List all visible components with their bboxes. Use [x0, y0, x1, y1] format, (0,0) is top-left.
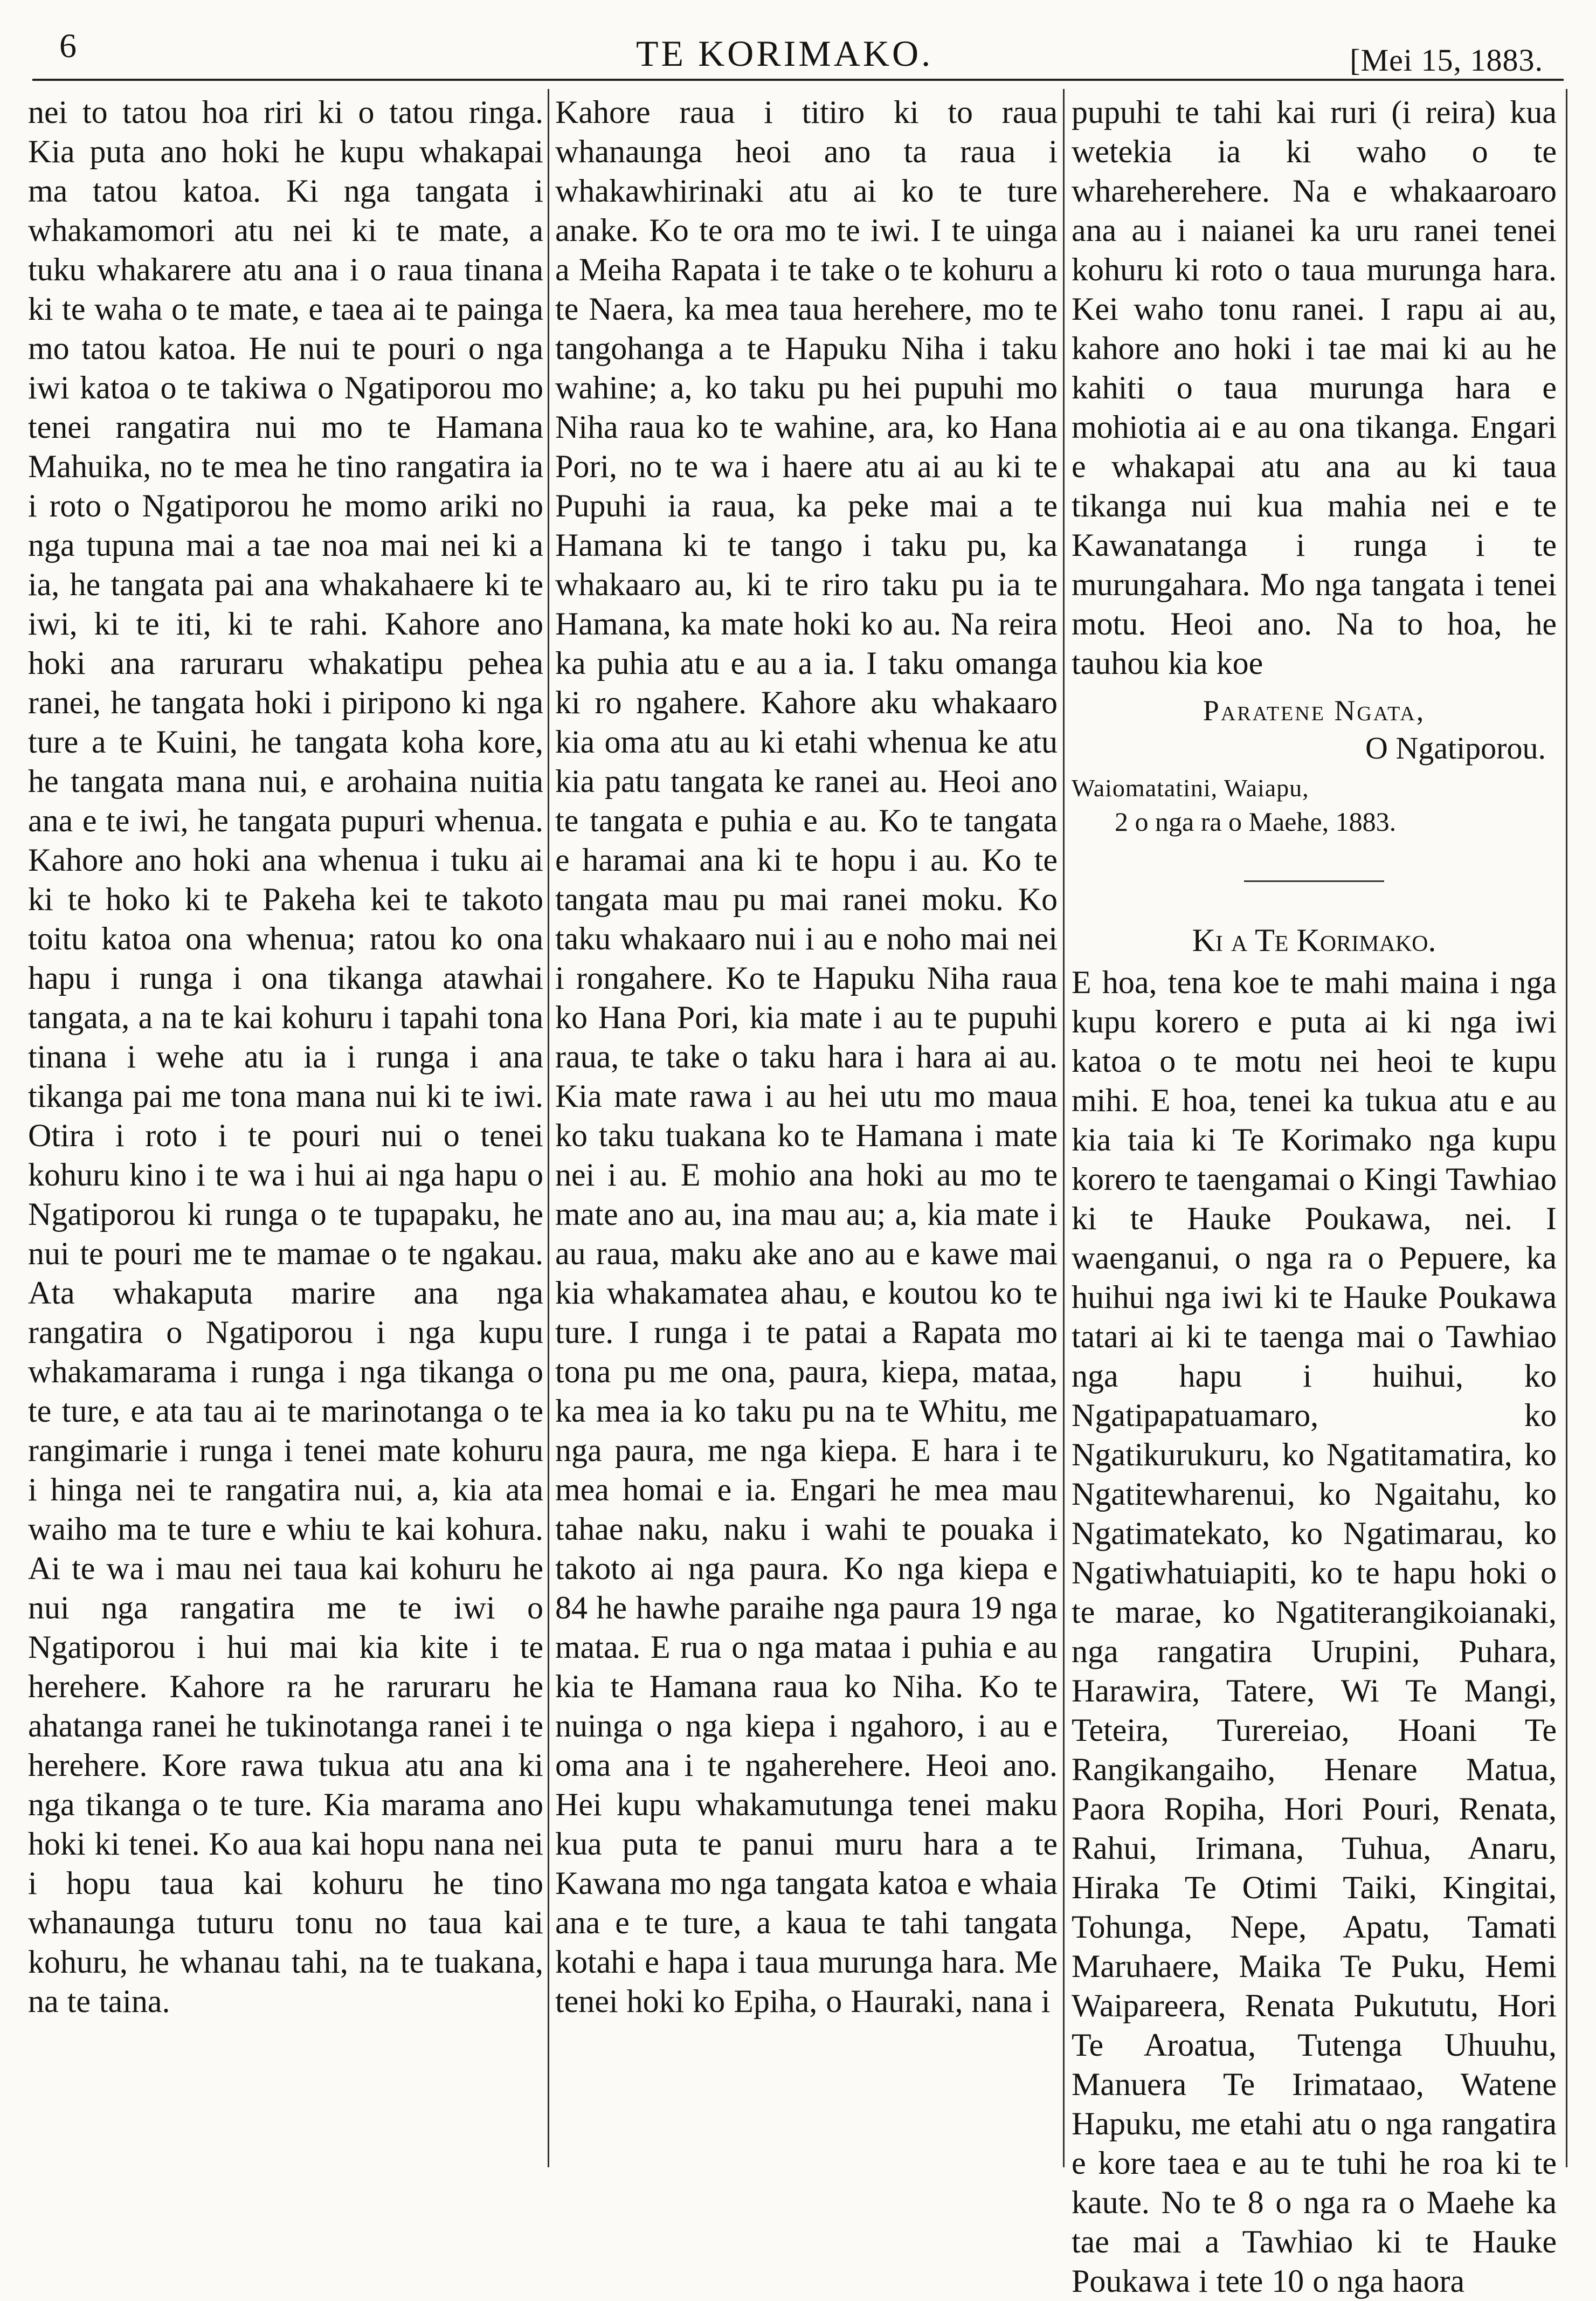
column-2: [555, 93, 1058, 2166]
column-1-text: nei to tatou hoa riri ki o tatou ringa. Kia puta ano hoki he kupu whakapai ma tatou katoa. Ki nga tangata i whakamomori atu nei ki te mate, a tuku whakarere atu ana i o raua tinana ki te waha o te mate, e taea ai te painga mo tatou katoa. He nui te pouri o nga iwi katoa o te takiwa o Ngatiporou mo tenei rangatira nui mo te Hamana Mahuika, no te mea he tino rangatira ia i roto o Ngatiporou he momo ariki no nga tupuna mai a tae noa mai nei ki a ia, he tangata pai ana whakahaere ki te iwi, ki te iti, ki te rahi. Kahore ano hoki ana raruraru whakatipu pehea ranei, he tangata hoki i piripono ki nga ture a te Kuini, he tangata koha kore, he tangata mana nui, e arohaina nuitia ana e te iwi, he tangata pupuri whenua. Kahore ano hoki ana whenua i tuku ai ki te hoko ki te Pakeha kei te takoto toitu katoa ona whenua; ratou ko ona hapu i runga i ona tikanga atawhai tangata, a na te kai kohuru i tapahi tona tinana i wehe atu ia i runga i ana tikanga pai me tona mana nui ki te iwi. Otira i roto i te pouri nui o tenei kohuru kino i te wa i hui ai nga hapu o Ngatiporou ki runga o te tupapaku, he nui te pouri me te mamae o te ngakau. Ata whakaputa marire ana nga rangatira o Ngatiporou i nga kupu whakamarama i runga i nga tikanga o te ture, e ata tau ai te marinotanga o te rangimarie i runga i tenei mate kohuru i hinga nei te rangatira nui, a, kia ata waiho ma te ture e whiu te kai kohura. Ai te wa i mau nei taua kai kohuru he nui nga rangatira me te iwi o Ngatiporou i hui mai kia kite i te herehere. Kahore ra he raruraru he ahatanga ranei he tukinotanga ranei i te herehere. Kore rawa tukua atu ana ki nga tikanga o te ture. Kia marama ano hoki ki tenei. Ko aua kai hopu nana nei i hopu taua kai kohuru he tino whanaunga tuturu tonu no taua kai kohuru, he whanau tahi, na te tuakana, na te taina.: [28, 94, 543, 2019]
letter-1-signature-date: 2 o nga ra o Maehe, 1883.: [1115, 807, 1397, 837]
issue-date: [Mei 15, 1883.: [1350, 43, 1543, 78]
column-3: [1072, 93, 1557, 2299]
letter-1-signature-name: Paratene Ngata,: [1203, 694, 1426, 727]
section-divider: [1244, 880, 1384, 882]
column-divider-2: [1063, 89, 1065, 2167]
letter-1-text: pupuhi te tahi kai ruri (i reira) kua wetekia ia ki waho o te whareherehere. Na e whakaaroaro ana au i naianei ka uru ranei tenei kohuru ki roto o taua murunga hara. Kei waho tonu ranei. I rapu ai au, kahore ano hoki i tae mai ki au he kahiti o taua murunga hara e mohiotia ai e au ona tikanga. Engari e whakapai atu ana au ki taua tikanga nui kua mahia nei e te Kawanatanga i runga i te murungahara. Mo nga tangata i tenei motu. Heoi ano. Na to hoa, he tauhou kia koe: [1072, 94, 1557, 681]
letter-1-signature-place: Waiomatatini, Waiapu,: [1072, 774, 1309, 802]
column-1: [28, 93, 543, 2166]
column-2-text: Kahore raua i titiro ki to raua whanaunga heoi ano ta raua i whakawhirinaki atu ai ko te ture anake. Ko te ora mo te iwi. I te uinga a Meiha Rapata i te take o te kohuru a te Naera, ka mea taua herehere, mo te tangohanga a te Hapuku Niha i taku wahine; a, ko taku pu hei pupuhi mo Niha raua ko te wahine, ara, ko Hana Pori, no te wa i haere atu ai au ki te Pupuhi ia raua, ka peke mai a te Hamana ki te tango i taku pu, ka whakaaro au, ki te riro taku pu ia te Hamana, ka mate hoki ko au. Na reira ka puhia atu e au a ia. I taku omanga ki ro ngahere. Kahore aku whakaaro kia oma atu au ki etahi whenua ke atu kia patu tangata ke ranei au. Heoi ano te tangata e puhia e au. Ko te tangata e haramai ana ki te hopu i au. Ko te tangata mau pu mai ranei moku. Ko taku whakaaro nui i au e noho mai nei i rongahere. Ko te Hapuku Niha raua ko Hana Pori, kia mate i au te pupuhi raua, te take o taku hara i hara ai au. Kia mate rawa i au hei utu mo maua ko taku tuakana ko te Hamana i mate nei i au. E mohio ana hoki au mo te mate ano au, ina mau au; a, kia mate i au raua, maku ake ano au e kawe mai kia whakamatea ahau, e koutou ko te ture. I runga i te patai a Rapata mo tona pu me ona, paura, kiepa, mataa, ka mea ia ko taku pu na te Whitu, me nga paura, me nga kiepa. E hara i te mea homai e ia. Engari he mea mau tahae naku, naku i wahi te pouaka i takoto ai nga paura. Ko nga kiepa e 84 he hawhe paraihe nga paura 19 nga mataa. E rua o nga mataa i puhia e au kia te Hamana raua ko Niha. Ko te nuinga o nga kiepa i ngahoro, i au e oma ana i te ngaherehere. Heoi ano. Hei kupu whakamutunga tenei maku kua puta te panui muru hara a te Kawana mo nga tangata katoa e whaia ana e te ture, a kaua te tahi tangata kotahi e hapa i taua murunga hara. Me tenei hoki ko Epiha, o Hauraki, nana i: [555, 94, 1058, 2019]
column-divider-right-edge: [1566, 89, 1567, 2167]
header-divider: [32, 79, 1564, 81]
letter-2-heading: Ki a Te Korimako.: [1192, 922, 1436, 958]
letter-1-signature-tribe: O Ngatiporou.: [1365, 731, 1546, 766]
masthead-title: TE KORIMAKO.: [636, 33, 934, 74]
page-number: 6: [59, 26, 77, 65]
letter-2-text: E hoa, tena koe te mahi maina i nga kupu korero e puta ai ki nga iwi katoa o te motu nei heoi te kupu mihi. E hoa, tenei ka tukua atu e au kia taia ki Te Korimako nga kupu korero te taengamai o Kingi Tawhiao ki te Hauke Poukawa, nei. I waenganui, o nga ra o Pepuere, ka huihui nga iwi ki te Hauke Poukawa tatari ai ki te taenga mai o Tawhiao nga hapu i huihui, ko Ngatipapatuamaro, ko Ngatikurukuru, ko Ngatitamatira, ko Ngatitewharenui, ko Ngaitahu, ko Ngatimatekato, ko Ngatimarau, ko Ngatiwhatuiapiti, ko te hapu hoki o te marae, ko Ngatiterangikoianaki, nga rangatira Urupini, Puhara, Harawira, Tatere, Wi Te Mangi, Teteira, Turereiao, Hoani Te Rangikangaiho, Henare Matua, Paora Ropiha, Hori Pouri, Renata, Rahui, Irimana, Tuhua, Anaru, Hiraka Te Otimi Taiki, Kingitai, Tohunga, Nepe, Apatu, Tamati Maruhaere, Maika Te Puku, Hemi Waipareera, Renata Pukututu, Hori Te Aroatua, Tutenga Uhuuhu, Manuera Te Irimataao, Watene Hapuku, me etahi atu o nga rangatira e kore taea e au te tuhi he roa ki te kaute. No te 8 o nga ra o Maehe ka tae mai a Tawhiao ki te Hauke Poukawa i tete 10 o nga haora: [1072, 965, 1557, 2299]
column-divider-1: [548, 89, 549, 2167]
